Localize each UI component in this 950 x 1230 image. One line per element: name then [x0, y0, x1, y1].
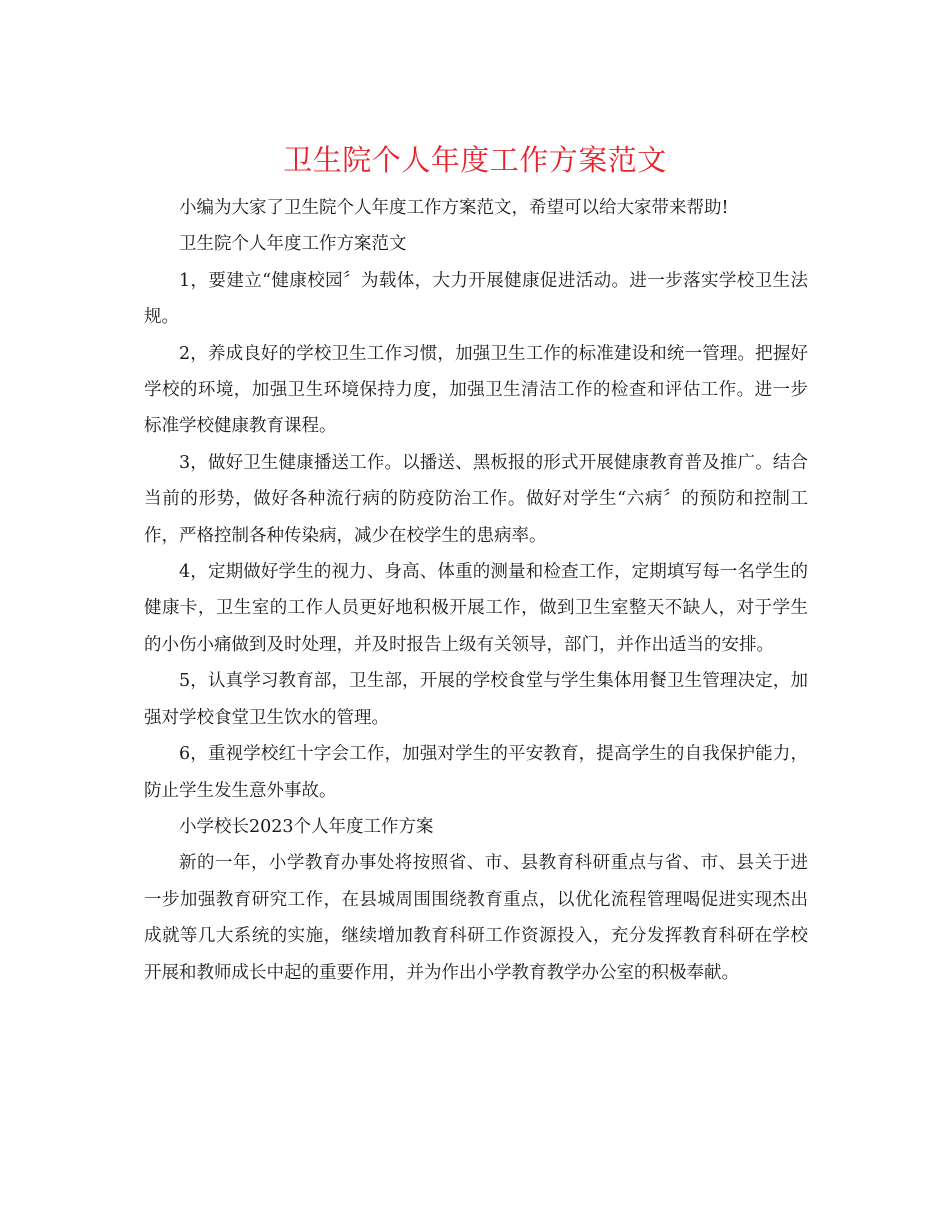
plan-item-6: 6，重视学校红十字会工作，加强对学生的平安教育，提高学生的自我保护能力，防止学生发生意外事故。: [144, 744, 808, 801]
plan-item-5: 5，认真学习教育部，卫生部，开展的学校食堂与学生集体用餐卫生管理决定，加强对学校食堂卫生饮水的管理。: [144, 671, 808, 728]
plan-item-1: 1，要建立“健康校园〞为载体，大力开展健康促进活动。进一步落实学校卫生法规。: [144, 270, 808, 328]
document-body: [144, 190, 808, 991]
document-title: 卫生院个人年度工作方案范文: [283, 143, 667, 177]
section-heading-principal-plan: 小学校长2023个人年度工作方案: [179, 816, 434, 837]
intro-paragraph: 小编为大家了卫生院个人年度工作方案范文，希望可以给大家带来帮助!: [179, 198, 729, 218]
plan-item-3: 3，做好卫生健康播送工作。以播送、黑板报的形式开展健康教育普及推广。结合当前的形势，做好各种流行病的防疫防治工作。做好对学生“六病〞的预防和控制工作，严格控制各种传染病，减少在校学生的患病率。: [144, 452, 808, 546]
plan-item-2: 2，养成良好的学校卫生工作习惯，加强卫生工作的标准建设和统一管理。把握好学校的环境，加强卫生环境保持力度，加强卫生清洁工作的检查和评估工作。进一步标准学校健康教育课程。: [144, 343, 808, 437]
principal-plan-paragraph: 新的一年，小学教育办事处将按照省、市、县教育科研重点与省、市、县关于进一步加强教育研究工作，在县城周围围绕教育重点，以优化流程管理喝促进实现杰出成就等几大系统的实施，继续增加教育科研工作资源投入，充分发挥教育科研在学校开展和教师成长中起的重要作用，并为作出小学教育教学办公室的积极奉献。: [144, 853, 808, 983]
plan-item-4: 4，定期做好学生的视力、身高、体重的测量和检查工作，定期填写每一名学生的健康卡，卫生室的工作人员更好地积极开展工作，做到卫生室整天不缺人，对于学生的小伤小痛做到及时处理，并及时报告上级有关领导，部门，并作出适当的安排。: [144, 562, 808, 655]
section-heading-clinic-plan: 卫生院个人年度工作方案范文: [179, 234, 407, 255]
